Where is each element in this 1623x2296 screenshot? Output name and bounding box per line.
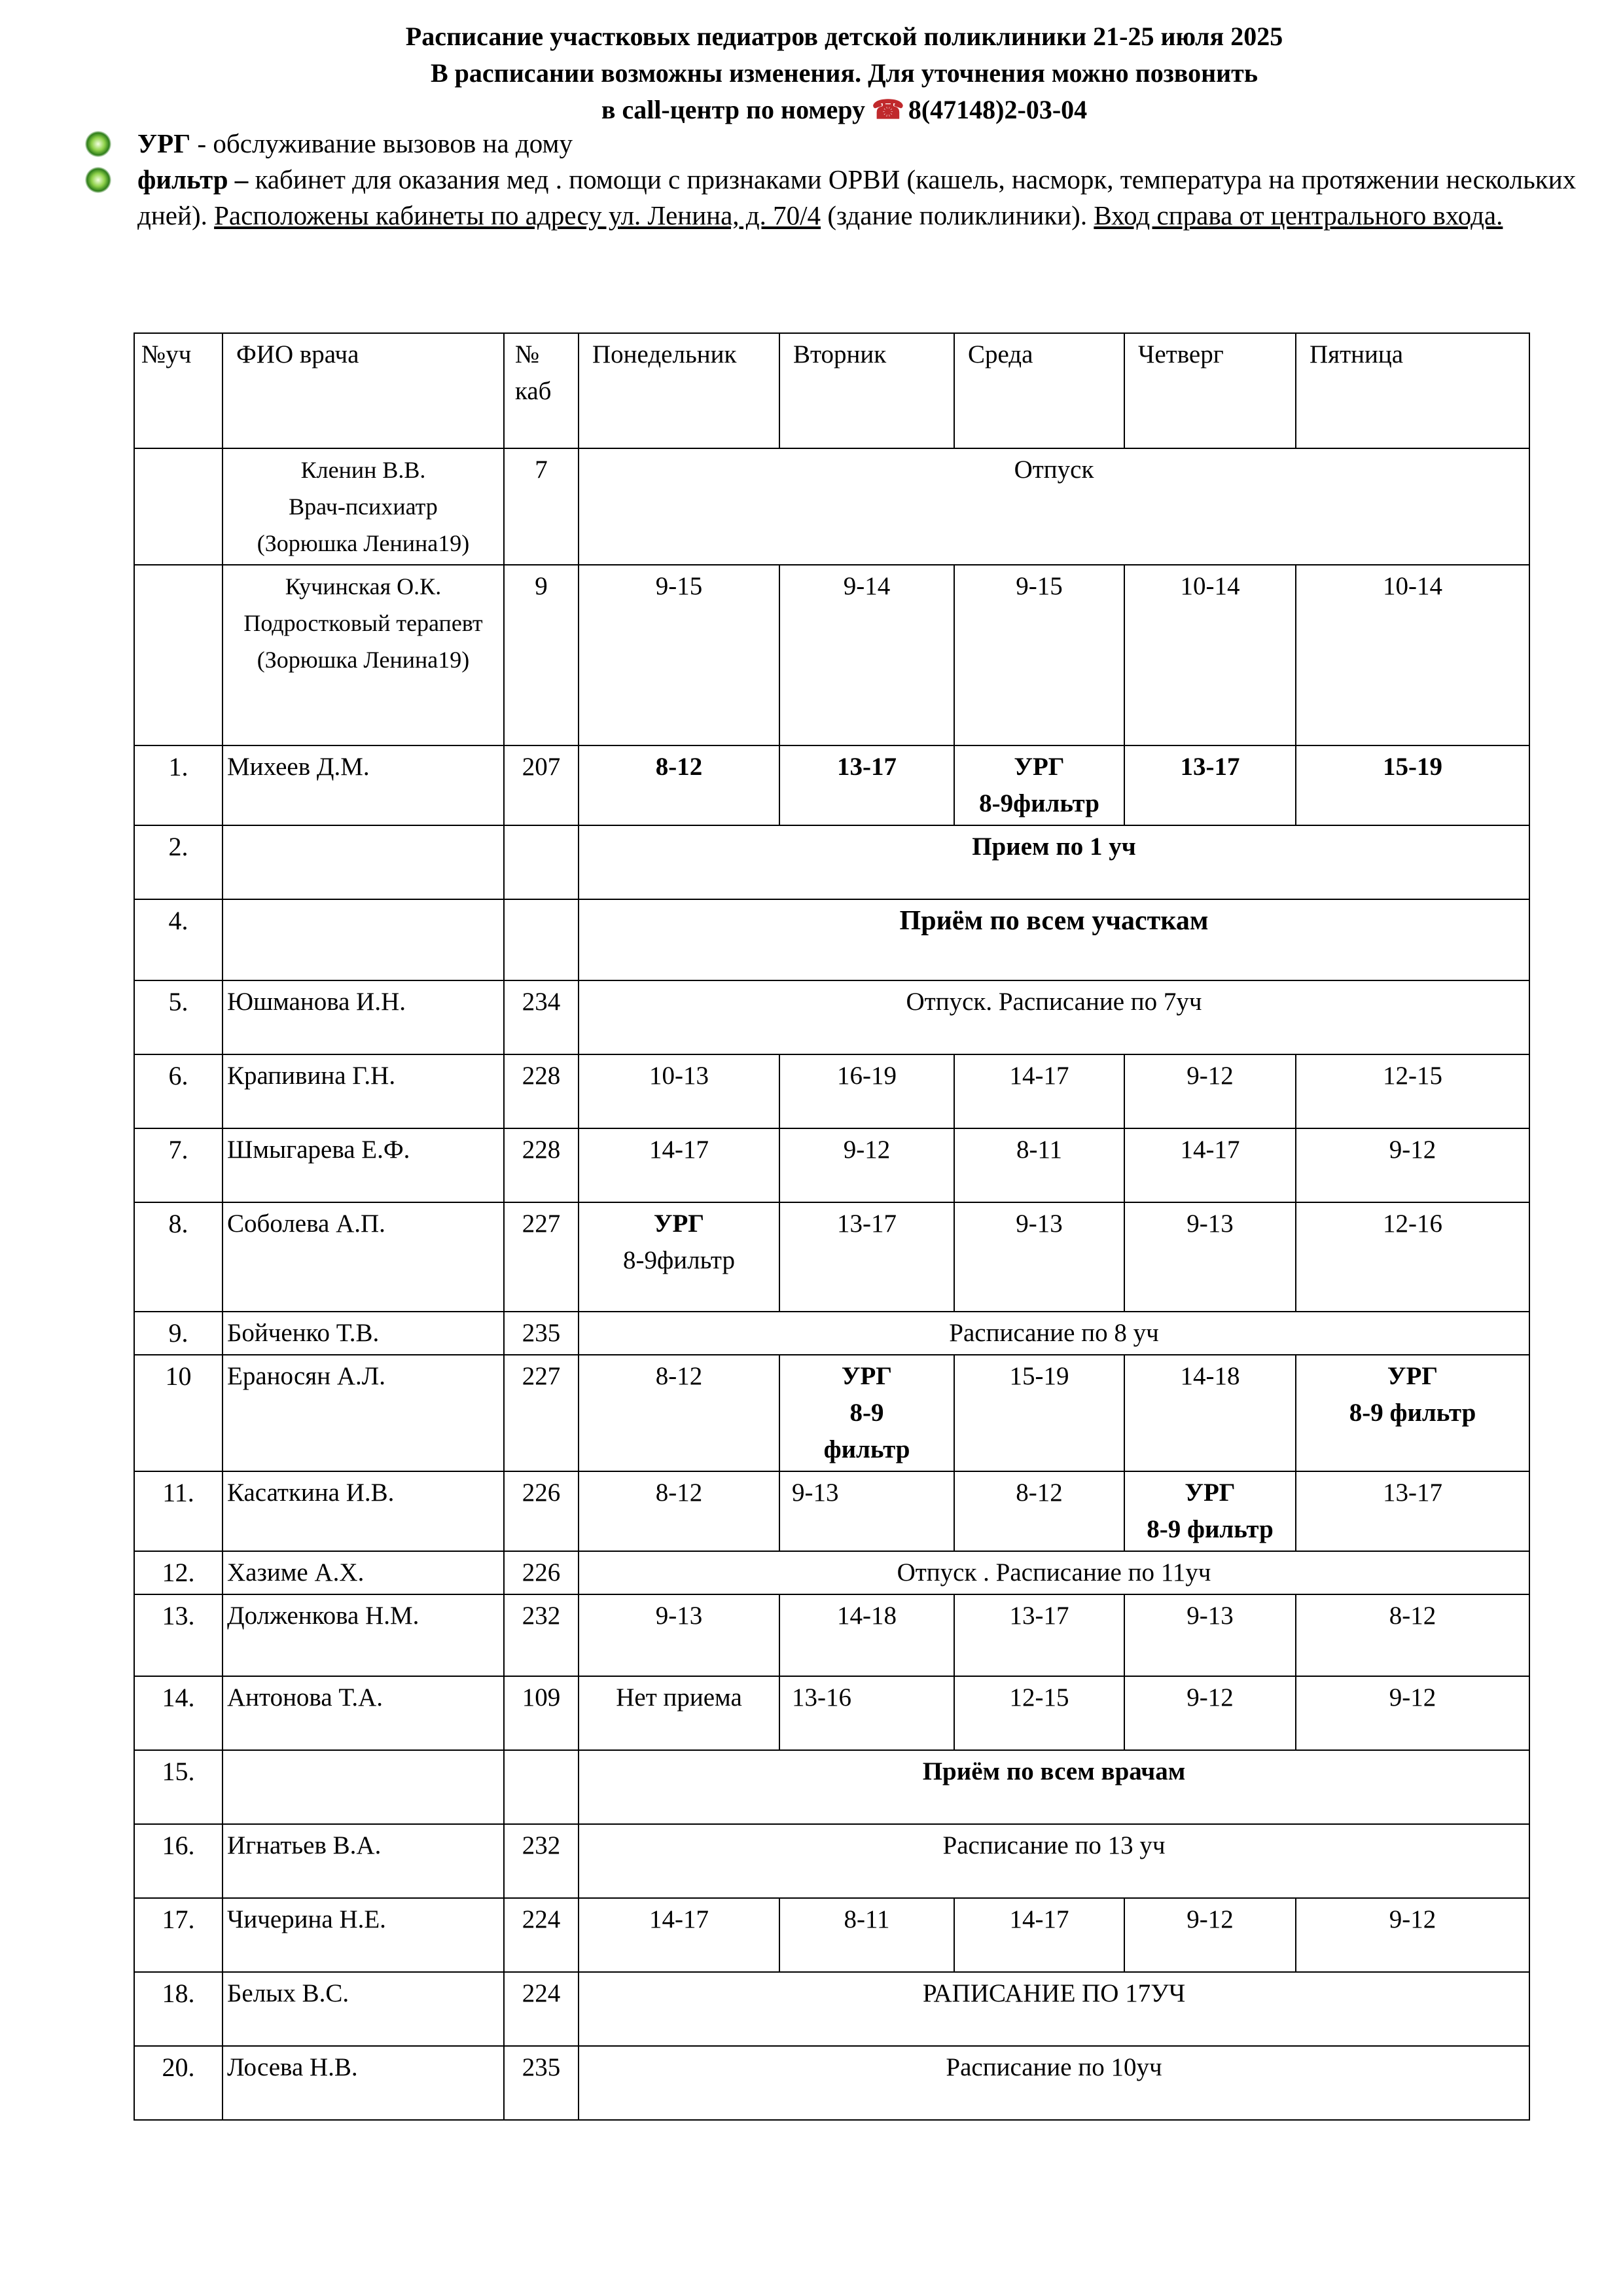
cell-doctor: Кленин В.В. Врач-психиатр (Зорюшка Ленина19) [223,448,504,565]
cell-tue: 13-16 [779,1676,954,1750]
table-row [134,1676,1529,1750]
cell-wed: 8-11 [954,1128,1124,1202]
cell-cab: 232 [504,1824,579,1898]
header-callcenter-text: в call-центр по номеру [601,95,866,124]
cell-cab: 109 [504,1676,579,1750]
table-row [134,825,1529,899]
cell-cab: 224 [504,1898,579,1972]
table-row [134,448,1529,565]
cell-doctor: Чичерина Н.Е. [223,1898,504,1972]
telephone-icon: ☎ [872,95,904,124]
cell-tue: УРГ 8-9 фильтр [779,1355,954,1471]
header-phone-line [131,92,1558,128]
cell-uch: 16. [134,1824,223,1898]
header-fri: Пятница [1296,333,1529,448]
cell-uch: 17. [134,1898,223,1972]
cell-mon: 14-17 [579,1898,779,1972]
table-row [134,1750,1529,1824]
cell-doctor: Соболева А.П. [223,1202,504,1312]
cell-fri: 9-12 [1296,1676,1529,1750]
cell-mon: 10-13 [579,1054,779,1128]
header-doctor: ФИО врача [223,333,504,448]
cell-uch: 15. [134,1750,223,1824]
schedule-table [134,332,1530,2121]
table-row [134,1355,1529,1471]
cell-mon: 8-12 [579,1355,779,1471]
cell-uch: 2. [134,825,223,899]
legend-location-suffix: (здание поликлиники). [821,200,1094,230]
header-title: Расписание участковых педиатров детской поликлиники 21-25 июля 2025 [405,22,1283,51]
legend-entrance: Вход справа от центрального входа. [1094,200,1503,230]
cell-fri: 8-12 [1296,1594,1529,1676]
cell-thu: 13-17 [1124,745,1296,825]
table-row [134,1898,1529,1972]
cell-merged: Расписание по 8 уч [579,1312,1529,1355]
legend [85,126,1610,234]
table-row [134,1202,1529,1312]
cell-cab: 235 [504,1312,579,1355]
cell-merged: РАПИСАНИЕ ПО 17УЧ [579,1972,1529,2046]
cell-mon: 8-12 [579,745,779,825]
cell-uch: 18. [134,1972,223,2046]
cell-merged: Прием по 1 уч [579,825,1529,899]
cell-doctor: Кучинская О.К. Подростковый терапевт (Зорюшка Ленина19) [223,565,504,745]
legend-location: Расположены кабинеты по адресу ул. Ленина, д. 70/4 [214,200,821,230]
cell-cab: 226 [504,1551,579,1594]
legend-filter-term: фильтр – [137,164,249,194]
table-row [134,2046,1529,2120]
cell-doctor: Крапивина Г.Н. [223,1054,504,1128]
cell-thu: 14-17 [1124,1128,1296,1202]
cell-fri: 13-17 [1296,1471,1529,1551]
cell-thu: 9-12 [1124,1676,1296,1750]
cell-fri: 9-12 [1296,1898,1529,1972]
table-row [134,899,1529,980]
header-phone-number: 8(47148)2-03-04 [908,95,1088,124]
legend-item-urg [85,126,1610,162]
header-cab: № каб [504,333,579,448]
cell-uch: 14. [134,1676,223,1750]
cell-merged: Расписание по 10уч [579,2046,1529,2120]
cell-tue: 8-11 [779,1898,954,1972]
cell-wed: 13-17 [954,1594,1124,1676]
cell-cab: 227 [504,1202,579,1312]
cell-tue: 14-18 [779,1594,954,1676]
cell-wed: УРГ 8-9фильтр [954,745,1124,825]
cell-doctor: Лосева Н.В. [223,2046,504,2120]
cell-cab: 234 [504,980,579,1054]
cell-fri: 12-16 [1296,1202,1529,1312]
cell-thu: 9-13 [1124,1594,1296,1676]
header-mon: Понедельник [579,333,779,448]
cell-thu: 9-13 [1124,1202,1296,1312]
cell-cab: 227 [504,1355,579,1471]
cell-fri: УРГ 8-9 фильтр [1296,1355,1529,1471]
cell-cab [504,825,579,899]
cell-uch: 9. [134,1312,223,1355]
header-tue: Вторник [779,333,954,448]
cell-thu: 14-18 [1124,1355,1296,1471]
cell-wed: 9-13 [954,1202,1124,1312]
cell-doctor: Хазиме А.Х. [223,1551,504,1594]
cell-doctor [223,899,504,980]
cell-cab: 207 [504,745,579,825]
cell-uch [134,448,223,565]
cell-fri: 12-15 [1296,1054,1529,1128]
table-header-row [134,333,1529,448]
document-header [131,18,1558,128]
header-wed: Среда [954,333,1124,448]
legend-urg-term: УРГ [137,128,191,158]
cell-tue: 13-17 [779,1202,954,1312]
cell-doctor: Долженкова Н.М. [223,1594,504,1676]
cell-uch: 5. [134,980,223,1054]
cell-doctor: Игнатьев В.А. [223,1824,504,1898]
cell-uch: 8. [134,1202,223,1312]
cell-cab: 9 [504,565,579,745]
cell-merged: Отпуск. Расписание по 7уч [579,980,1529,1054]
cell-tue: 16-19 [779,1054,954,1128]
cell-uch: 13. [134,1594,223,1676]
green-bullet-icon [85,131,111,157]
cell-merged: Отпуск [579,448,1529,565]
table-row [134,745,1529,825]
cell-mon: 8-12 [579,1471,779,1551]
cell-uch: 20. [134,2046,223,2120]
cell-cab: 235 [504,2046,579,2120]
cell-wed: 14-17 [954,1054,1124,1128]
cell-merged: Приём по всем участкам [579,899,1529,980]
cell-cab: 232 [504,1594,579,1676]
cell-wed: 9-15 [954,565,1124,745]
table-row [134,1972,1529,2046]
cell-uch: 10 [134,1355,223,1471]
cell-uch: 1. [134,745,223,825]
cell-cab: 226 [504,1471,579,1551]
cell-doctor [223,1750,504,1824]
cell-doctor: Ераносян А.Л. [223,1355,504,1471]
cell-doctor: Юшманова И.Н. [223,980,504,1054]
cell-uch: 6. [134,1054,223,1128]
cell-merged: Приём по всем врачам [579,1750,1529,1824]
cell-doctor: Белых В.С. [223,1972,504,2046]
header-uch: №уч [134,333,223,448]
header-notice: В расписании возможны изменения. Для уточнения можно позвонить [431,58,1258,88]
cell-tue: 9-14 [779,565,954,745]
cell-doctor: Бойченко Т.В. [223,1312,504,1355]
table-row [134,1824,1529,1898]
table-row [134,1471,1529,1551]
cell-uch: 11. [134,1471,223,1551]
cell-doctor: Касаткина И.В. [223,1471,504,1551]
cell-merged: Отпуск . Расписание по 11уч [579,1551,1529,1594]
cell-cab: 228 [504,1128,579,1202]
cell-mon: 14-17 [579,1128,779,1202]
legend-filter-text: кабинет для оказания мед . помощи с признаками ОРВИ (кашель, насморк, температура на протяжении нескольких дней). [137,164,1577,230]
cell-cab: 7 [504,448,579,565]
table-row [134,980,1529,1054]
cell-wed: 15-19 [954,1355,1124,1471]
cell-uch: 12. [134,1551,223,1594]
cell-wed: 12-15 [954,1676,1124,1750]
header-thu: Четверг [1124,333,1296,448]
table-row [134,1594,1529,1676]
cell-mon: 9-13 [579,1594,779,1676]
cell-fri: 15-19 [1296,745,1529,825]
cell-cab: 224 [504,1972,579,2046]
cell-cab: 228 [504,1054,579,1128]
legend-urg-text: - обслуживание вызовов на дому [190,128,573,158]
cell-uch: 7. [134,1128,223,1202]
cell-thu: УРГ 8-9 фильтр [1124,1471,1296,1551]
cell-tue: 13-17 [779,745,954,825]
cell-mon: Нет приема [579,1676,779,1750]
cell-uch: 4. [134,899,223,980]
cell-uch [134,565,223,745]
table-row [134,1551,1529,1594]
cell-doctor: Антонова Т.А. [223,1676,504,1750]
table-row [134,1312,1529,1355]
table-row [134,1128,1529,1202]
cell-fri: 10-14 [1296,565,1529,745]
cell-tue: 9-13 [779,1471,954,1551]
cell-fri: 9-12 [1296,1128,1529,1202]
cell-cab [504,899,579,980]
cell-mon: УРГ 8-9фильтр [579,1202,779,1312]
cell-wed: 14-17 [954,1898,1124,1972]
cell-wed: 8-12 [954,1471,1124,1551]
cell-doctor: Шмыгарева Е.Ф. [223,1128,504,1202]
cell-thu: 9-12 [1124,1898,1296,1972]
legend-item-filter [85,162,1610,234]
cell-thu: 10-14 [1124,565,1296,745]
table-row [134,565,1529,745]
cell-merged: Расписание по 13 уч [579,1824,1529,1898]
green-bullet-icon [85,167,111,193]
cell-cab [504,1750,579,1824]
cell-doctor [223,825,504,899]
cell-doctor: Михеев Д.М. [223,745,504,825]
cell-tue: 9-12 [779,1128,954,1202]
cell-thu: 9-12 [1124,1054,1296,1128]
table-row [134,1054,1529,1128]
cell-mon: 9-15 [579,565,779,745]
